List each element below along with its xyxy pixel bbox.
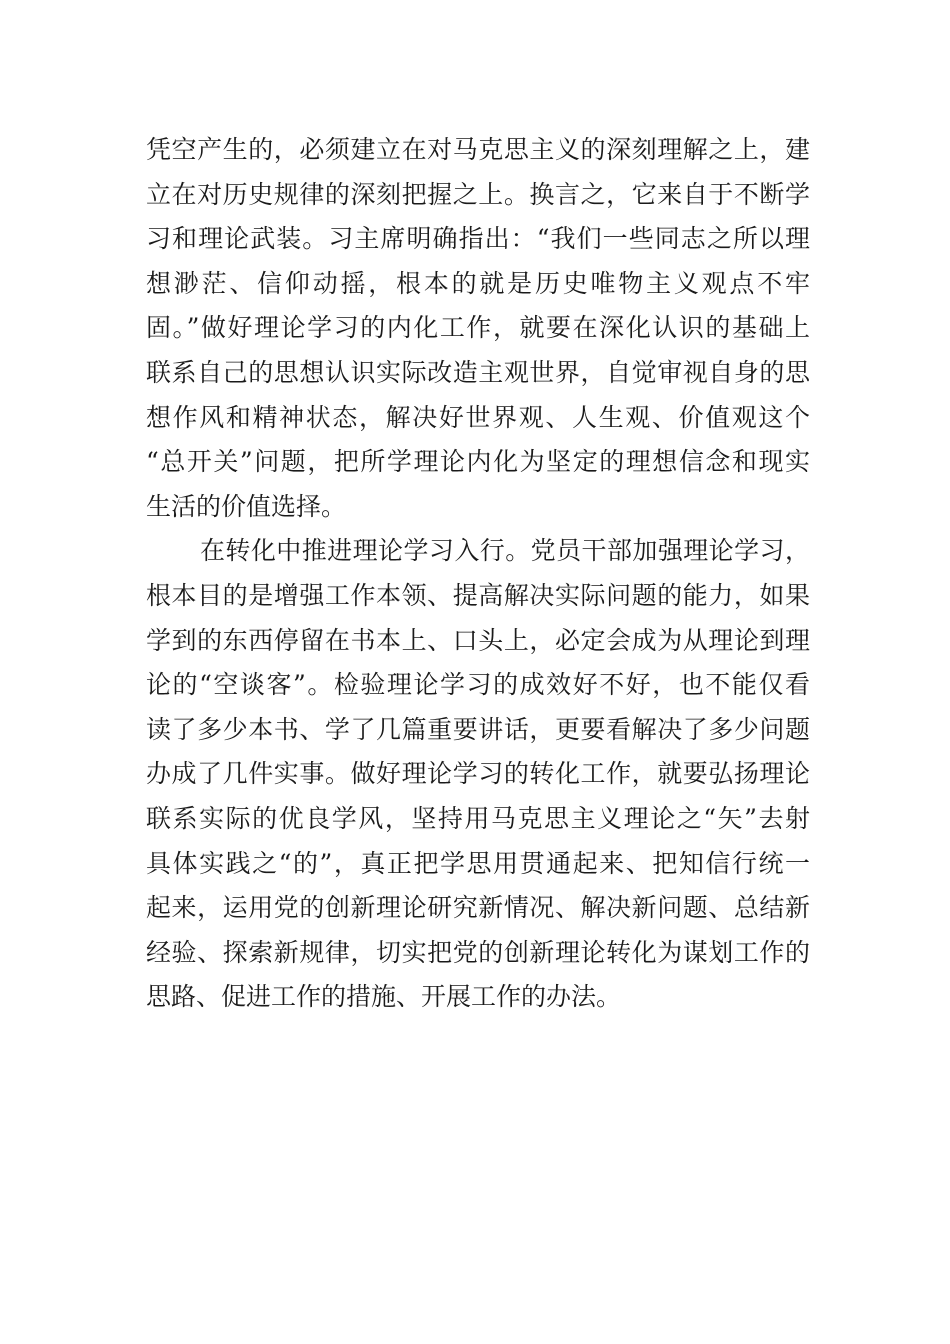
paragraph-2 [146,529,810,1020]
text-line: 联系自己的思想认识实际改造主观世界，自觉审视自身的思 [146,357,810,387]
text-line: 论的“空谈客”。检验理论学习的成效好不好，也不能仅看 [146,670,810,700]
text-line: 立在对历史规律的深刻把握之上。换言之，它来自于不断学 [146,179,810,209]
text-line: “总开关”问题，把所学理论内化为坚定的理想信念和现实 [146,447,810,477]
text-line: 联系实际的优良学风，坚持用马克思主义理论之“矢”去射 [146,803,810,833]
text-line: 在转化中推进理论学习入行。党员干部加强理论学习， [200,536,810,566]
text-line: 读了多少本书、学了几篇重要讲话，更要看解决了多少问题 [146,714,810,744]
text-line: 固。”做好理论学习的内化工作，就要在深化认识的基础上 [146,313,810,343]
text-line: 根本目的是增强工作本领、提高解决实际问题的能力，如果 [146,580,810,610]
document-body [146,128,810,1020]
text-line: 习和理论武装。习主席明确指出：“我们一些同志之所以理 [146,224,810,254]
text-line: 经验、探索新规律，切实把党的创新理论转化为谋划工作的 [146,937,810,967]
text-line: 办成了几件实事。做好理论学习的转化工作，就要弘扬理论 [146,759,810,789]
text-line: 起来，运用党的创新理论研究新情况、解决新问题、总结新 [146,893,810,923]
text-line: 思路、促进工作的措施、开展工作的办法。 [146,982,622,1012]
text-line: 凭空产生的，必须建立在对马克思主义的深刻理解之上，建 [146,135,810,164]
text-line: 具体实践之“的”，真正把学思用贯通起来、把知信行统一 [146,848,810,878]
text-line: 想作风和精神状态，解决好世界观、人生观、价值观这个 [146,402,810,432]
text-line: 学到的东西停留在书本上、口头上，必定会成为从理论到理 [146,625,810,655]
text-line: 想渺茫、信仰动摇，根本的就是历史唯物主义观点不牢 [146,268,810,298]
paragraph-1 [146,128,810,529]
text-line: 生活的价值选择。 [146,491,347,521]
